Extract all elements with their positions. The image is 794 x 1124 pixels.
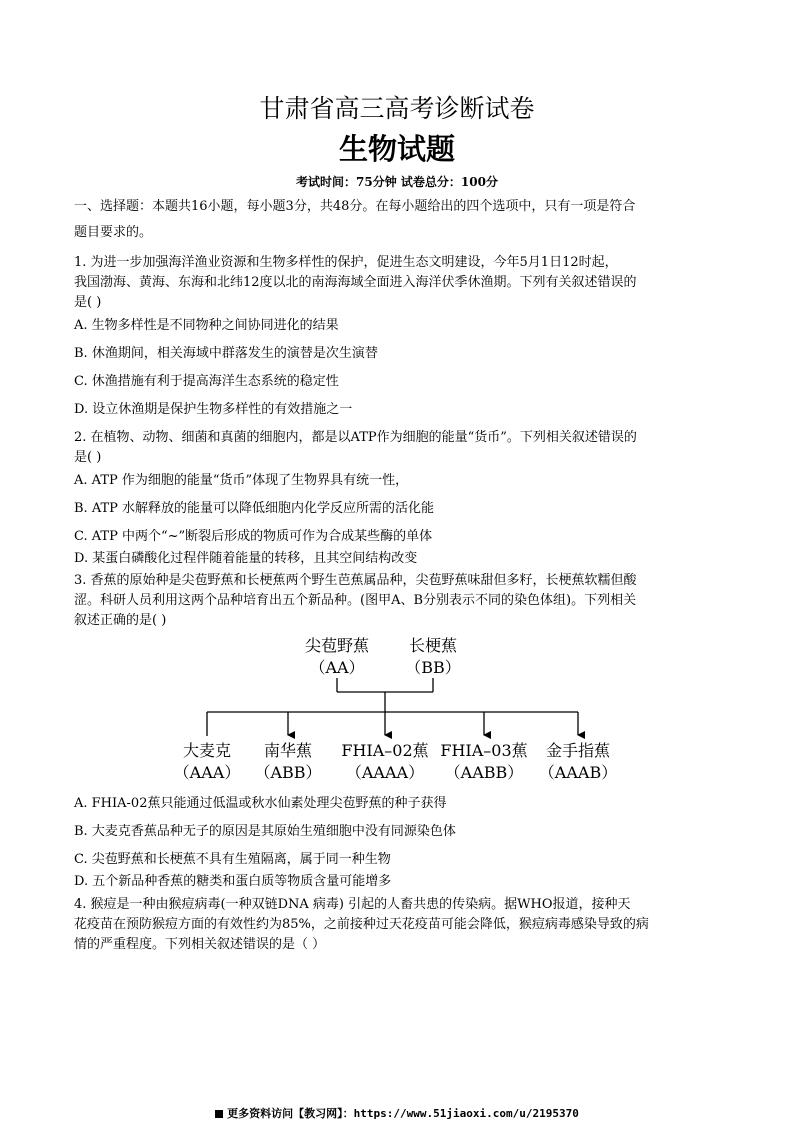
question-2-line-2: 是( ) <box>74 450 102 465</box>
question-2-option-d: D. 某蛋白磷酸化过程伴随着能量的转移，且其空间结构改变 <box>74 551 418 566</box>
offspring-5-name: 金手指蕉 <box>545 741 610 760</box>
question-2-line-1: 2. 在植物、动物、细菌和真菌的细胞内，都是以ATP作为细胞的能量“货币”。下列相关叙述错误的 <box>74 430 637 445</box>
question-3-line-1: 3. 香蕉的原始种是尖苞野蕉和长梗蕉两个野生芭蕉属品种，尖苞野蕉味甜但多籽，长梗蕉软糯但酸 <box>74 573 637 588</box>
offspring-3-genome: （AAAA） <box>345 763 425 782</box>
offspring-5-genome: （AAAB） <box>538 763 618 782</box>
question-1-option-d: D. 设立休渔期是保护生物多样性的有效措施之一 <box>74 402 353 417</box>
offspring-1-name: 大麦克 <box>182 741 231 760</box>
parent-2-name: 长梗蕉 <box>408 636 457 655</box>
question-4-line-2: 花疫苗在预防猴痘方面的有效性约为85%，之前接种过天花疫苗可能会降低，猴痘病毒感染导致的病 <box>74 917 649 932</box>
section-instructions-line-2: 题目要求的。 <box>74 225 153 240</box>
question-1-line-2: 我国渤海、黄海、东海和北纬12度以北的南海海域全面进入海洋伏季休渔期。下列有关叙述错误的 <box>74 275 637 290</box>
question-3-option-d: D. 五个新品种香蕉的糖类和蛋白质等物质含量可能增多 <box>74 874 392 889</box>
banana-breeding-diagram <box>175 628 625 790</box>
flag-icon <box>215 1110 223 1118</box>
offspring-2-name: 南华蕉 <box>263 741 312 760</box>
question-3-line-3: 叙述正确的是( ) <box>74 613 167 628</box>
question-2-option-b: B. ATP 水解释放的能量可以降低细胞内化学反应所需的活化能 <box>74 501 435 516</box>
parent-1-name: 尖苞野蕉 <box>304 636 369 655</box>
offspring-4-name: FHIA–03蕉 <box>440 741 528 760</box>
footer-link[interactable]: 更多资料访问【教习网】：https://www.51jiaoxi.com/u/2195370 <box>227 1107 579 1120</box>
question-1-option-a: A. 生物多样性是不同物种之间协同进化的结果 <box>74 318 339 333</box>
offspring-4-genome: （AABB） <box>444 763 524 782</box>
question-1-option-b: B. 休渔期间，相关海域中群落发生的演替是次生演替 <box>74 346 378 361</box>
footer <box>0 1107 794 1121</box>
question-3-option-b: B. 大麦克香蕉品种无子的原因是其原始生殖细胞中没有同源染色体 <box>74 824 456 839</box>
question-2-option-a: A. ATP 作为细胞的能量“货币”体现了生物界具有统一性， <box>74 473 409 488</box>
question-4-line-3: 情的严重程度。下列相关叙述错误的是（ ） <box>74 937 326 952</box>
offspring-3-name: FHIA–02蕉 <box>341 741 429 760</box>
exam-info: 考试时间：75分钟 试卷总分：100分 <box>296 175 498 189</box>
question-3-line-2: 涩。科研人员利用这两个品种培育出五个新品种。(图甲A、B分别表示不同的染色体组)。下列相关 <box>74 593 637 608</box>
exam-title: 甘肃省高三高考诊断试卷 <box>259 94 535 123</box>
parent-1-genome: （AA） <box>309 658 365 677</box>
question-1-line-3: 是( ) <box>74 295 102 310</box>
question-2-option-c: C. ATP 中两个“~”断裂后形成的物质可作为合成某些酶的单体 <box>74 529 433 544</box>
question-1-line-1: 1. 为进一步加强海洋渔业资源和生物多样性的保护，促进生态文明建设，今年5月1日12时起， <box>74 255 618 270</box>
parent-2-genome: （BB） <box>405 658 461 677</box>
subject-title: 生物试题 <box>338 132 455 166</box>
question-4-line-1: 4. 猴痘是一种由猴痘病毒(一种双链DNA 病毒) 引起的人畜共患的传染病。据WHO报道，接种天 <box>74 897 631 912</box>
offspring-1-genome: （AAA） <box>173 763 241 782</box>
question-3-option-c: C. 尖苞野蕉和长梗蕉不具有生殖隔离，属于同一种生物 <box>74 852 391 867</box>
section-instructions-line-1: 一、选择题：本题共16小题，每小题3分，共48分。在每小题给出的四个选项中，只有一项是符合 <box>74 199 636 214</box>
question-3-option-a: A. FHIA-02蕉只能通过低温或秋水仙素处理尖苞野蕉的种子获得 <box>74 796 447 811</box>
offspring-2-genome: （ABB） <box>254 763 322 782</box>
question-1-option-c: C. 休渔措施有利于提高海洋生态系统的稳定性 <box>74 374 339 389</box>
